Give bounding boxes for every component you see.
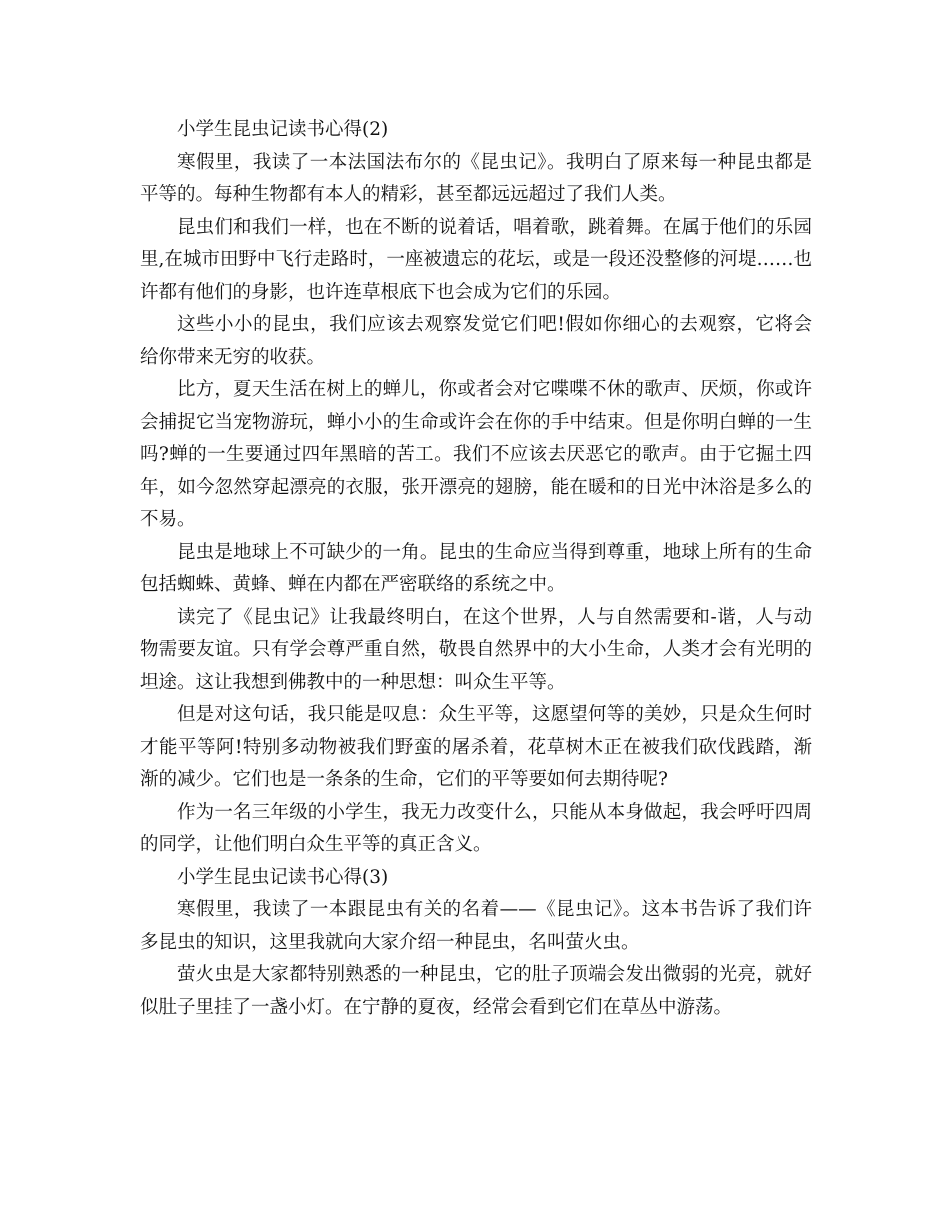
paragraph: 昆虫是地球上不可缺少的一角。昆虫的生命应当得到尊重，地球上所有的生命包括蜘蛛、黄蜂、蝉在内都在严密联络的系统之中。 [140, 541, 812, 595]
paragraph: 寒假里，我读了一本法国法布尔的《昆虫记》。我明白了原来每一种昆虫都是平等的。每种生物都有本人的精彩，甚至都远远超过了我们人类。 [140, 151, 812, 205]
paragraph: 昆虫们和我们一样，也在不断的说着话，唱着歌，跳着舞。在属于他们的乐园里,在城市田野中飞行走路时，一座被遗忘的花坛，或是一段还没整修的河堤……也许都有他们的身影，也许连草根底下也会成为它们的乐园。 [140, 216, 812, 303]
paragraph: 作为一名三年级的小学生，我无力改变什么，只能从本身做起，我会呼吁四周的同学，让他们明白众生平等的真正含义。 [140, 801, 812, 855]
section-heading: 小学生昆虫记读书心得(2) [177, 119, 389, 140]
paragraph: 寒假里，我读了一本跟昆虫有关的名着——《昆虫记》。这本书告诉了我们许多昆虫的知识，这里我就向大家介绍一种昆虫，名叫萤火虫。 [140, 899, 812, 953]
document-body [140, 114, 812, 1024]
paragraph: 这些小小的昆虫，我们应该去观察发觉它们吧!假如你细心的去观察，它将会给你带来无穷的收获。 [140, 314, 812, 368]
paragraph: 读完了《昆虫记》让我最终明白，在这个世界，人与自然需要和-谐，人与动物需要友谊。只有学会尊严重自然，敬畏自然界中的大小生命，人类才会有光明的坦途。这让我想到佛教中的一种思想：叫众生平等。 [140, 606, 812, 693]
paragraph: 比方，夏天生活在树上的蝉儿，你或者会对它喋喋不休的歌声、厌烦，你或许会捕捉它当宠物游玩，蝉小小的生命或许会在你的手中结束。但是你明白蝉的一生吗?蝉的一生要通过四年黑暗的苦工。我们不应该去厌恶它的歌声。由于它掘土四年，如今忽然穿起漂亮的衣服，张开漂亮的翅膀，能在暖和的日光中沐浴是多么的不易。 [140, 379, 812, 530]
section-heading: 小学生昆虫记读书心得(3) [177, 866, 389, 888]
paragraph: 但是对这句话，我只能是叹息：众生平等，这愿望何等的美妙，只是众生何时才能平等阿!特别多动物被我们野蛮的屠杀着，花草树木正在被我们砍伐践踏，渐渐的减少。它们也是一条条的生命，它们的平等要如何去期待呢? [140, 704, 812, 790]
paragraph: 萤火虫是大家都特别熟悉的一种昆虫，它的肚子顶端会发出微弱的光亮，就好似肚子里挂了一盏小灯。在宁静的夏夜，经常会看到它们在草丛中游荡。 [140, 964, 812, 1018]
